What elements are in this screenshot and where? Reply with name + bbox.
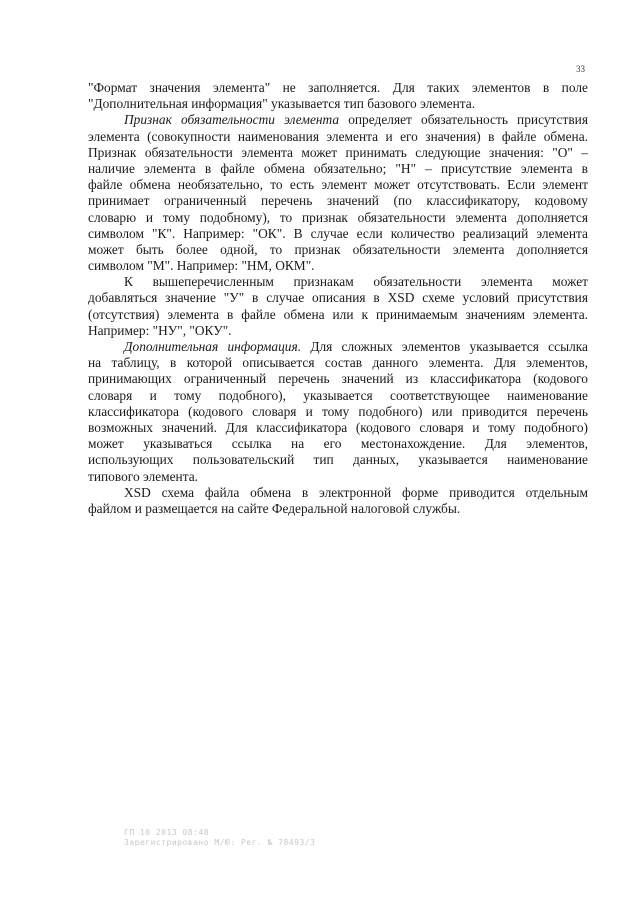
line-text: на таблицу, в которой описывается состав данного элемента. Для элементов, (88, 355, 588, 371)
text-line (88, 452, 588, 468)
line-text: наличие элемента в файле обмена обязательно; "Н" – присутствие элемента в (88, 160, 588, 176)
text-line (88, 258, 588, 274)
text-line (88, 469, 588, 485)
text-line (88, 404, 588, 420)
line-text: словарю и тому подобному), то признак обязательности элемента дополняется (88, 209, 588, 225)
line-text: "Дополнительная информация" указывается тип базового элемента. (88, 96, 476, 112)
line-text: принимающих ограниченный перечень значений из классификатора (кодового (88, 371, 588, 387)
text-line (88, 485, 588, 501)
line-text: использующих пользовательский тип данных, указывается наименование (88, 452, 588, 468)
line-text: файле обмена необязательно, то есть элемент может отсутствовать. Если элемент (88, 177, 588, 193)
line-text: добавляться значение "У" в случае описания в XSD схеме условий присутствия (88, 290, 588, 306)
text-line (88, 420, 588, 436)
line-text: может быть более одной, то признак обязательности элемента дополняется (88, 241, 588, 257)
text-line (88, 177, 588, 193)
text-line (88, 274, 588, 290)
line-text: XSD схема файла обмена в электронной форме приводится отдельным (124, 484, 588, 500)
line-text: Признак обязательности элемента может принимать следующие значения: "О" – (88, 144, 588, 160)
line-text: Например: "НУ", "ОКУ". (88, 322, 232, 338)
line-text: элемента (совокупности наименования элемента и его значения) в файле обмена. (88, 128, 588, 144)
text-line (88, 501, 588, 517)
line-text: может указываться ссылка на его местонахождение. Для элементов, (88, 436, 588, 452)
stamp-line-1: ГП 10 2013 08:48 (124, 828, 210, 837)
text-line (88, 242, 588, 258)
line-text: К вышеперечисленным признакам обязательности элемента может (124, 274, 588, 290)
line-text: классификатора (кодового словаря и тому подобного) или приводится перечень (88, 403, 588, 419)
italic-term: Признак обязательности элемента (124, 112, 340, 128)
line-text: (отсутствия) элемента в файле обмена или к принимаемым значениям элемента. (88, 306, 588, 322)
text-line (88, 339, 588, 355)
text-line (88, 388, 588, 404)
text-line (88, 323, 588, 339)
registration-stamp (124, 828, 315, 848)
text-line (88, 161, 588, 177)
page-number: 33 (576, 64, 585, 74)
line-text: словаря и тому подобного), указывается соответствующее наименование (88, 387, 588, 403)
line-text: возможных значений. Для классификатора (кодового словаря и тому подобного) (88, 419, 588, 435)
text-line (88, 436, 588, 452)
text-line (88, 145, 588, 161)
text-line (88, 80, 588, 96)
text-line (88, 96, 588, 112)
document-body (88, 80, 588, 517)
line-text: определяет обязательность присутствия (339, 112, 589, 128)
stamp-line-2: Зарегистрировано М/Ю: Рег. № 78493/3 (124, 838, 316, 847)
text-line (88, 129, 588, 145)
line-text: типового элемента. (88, 468, 199, 484)
text-line (88, 226, 588, 242)
line-text: принимает ограниченный перечень значений (по классификатору, кодовому (88, 193, 588, 209)
italic-term: Дополнительная информация. (124, 339, 302, 354)
text-line (88, 307, 588, 323)
text-line (88, 290, 588, 306)
text-line (88, 193, 588, 209)
text-line (88, 210, 588, 226)
line-text: символом "М". Например: "НМ, ОКМ". (88, 258, 315, 274)
line-text: файлом и размещается на сайте Федеральной налоговой службы. (88, 500, 461, 516)
line-text: Для сложных элементов указывается ссылка (301, 339, 588, 354)
text-line (88, 355, 588, 371)
text-line (88, 112, 588, 128)
line-text: символом "К". Например: "ОК". В случае если количество реализаций элемента (88, 225, 588, 241)
line-text: "Формат значения элемента" не заполняется. Для таких элементов в поле (88, 80, 588, 95)
text-line (88, 371, 588, 387)
